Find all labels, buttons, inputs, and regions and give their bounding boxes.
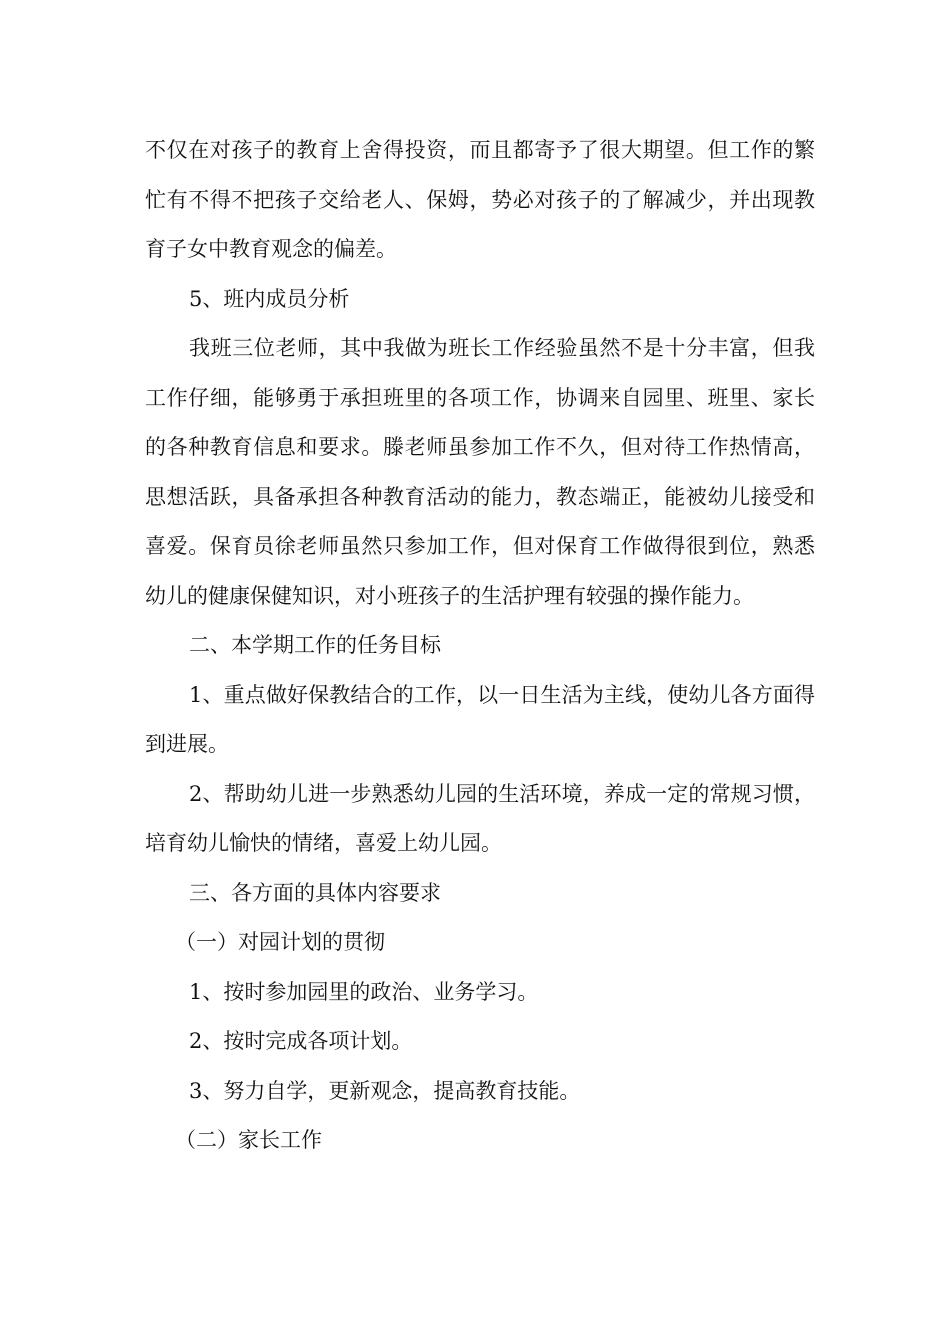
goal-item-2: 2、帮助幼儿进一步熟悉幼儿园的生活环境，养成一定的常规习惯，培育幼儿愉快的情绪，喜爱上幼儿园。 [145, 781, 815, 855]
heading-class-members-analysis: 5、班内成员分析 [189, 286, 350, 311]
plan-item-2: 2、按时完成各项计划。 [189, 1029, 413, 1053]
heading-semester-goals: 二、本学期工作的任务目标 [189, 633, 441, 657]
plan-item-3: 3、努力自学，更新观念，提高教育技能。 [189, 1078, 581, 1103]
document-body [145, 126, 815, 1166]
plan-item-1: 1、按时参加园里的政治、业务学习。 [189, 979, 539, 1004]
paragraph-parent-education: 不仅在对孩子的教育上舍得投资，而且都寄予了很大期望。但工作的繁忙有不得不把孩子交给老人、保姆，势必对孩子的了解减少，并出现教育子女中教育观念的偏差。 [145, 138, 815, 261]
heading-specific-requirements: 三、各方面的具体内容要求 [189, 880, 441, 905]
paragraph-teachers-description: 我班三位老师，其中我做为班长工作经验虽然不是十分丰富，但我工作仔细，能够勇于承担班里的各项工作，协调来自园里、班里、家长的各种教育信息和要求。滕老师虽参加工作不久，但对待工作热情高，思想活跃，具备承担各种教育活动的能力，教态端正，能被幼儿接受和喜爱。保育员徐老师虽然只参加工作，但对保育工作做得很到位，熟悉幼儿的健康保健知识，对小班孩子的生活护理有较强的操作能力。 [145, 336, 815, 608]
subheading-parent-work: （二）家长工作 [175, 1128, 322, 1152]
goal-item-1: 1、重点做好保教结合的工作，以一日生活为主线，使幼儿各方面得到进展。 [145, 682, 815, 756]
subheading-plan-implementation: （一）对园计划的贯彻 [175, 930, 385, 954]
